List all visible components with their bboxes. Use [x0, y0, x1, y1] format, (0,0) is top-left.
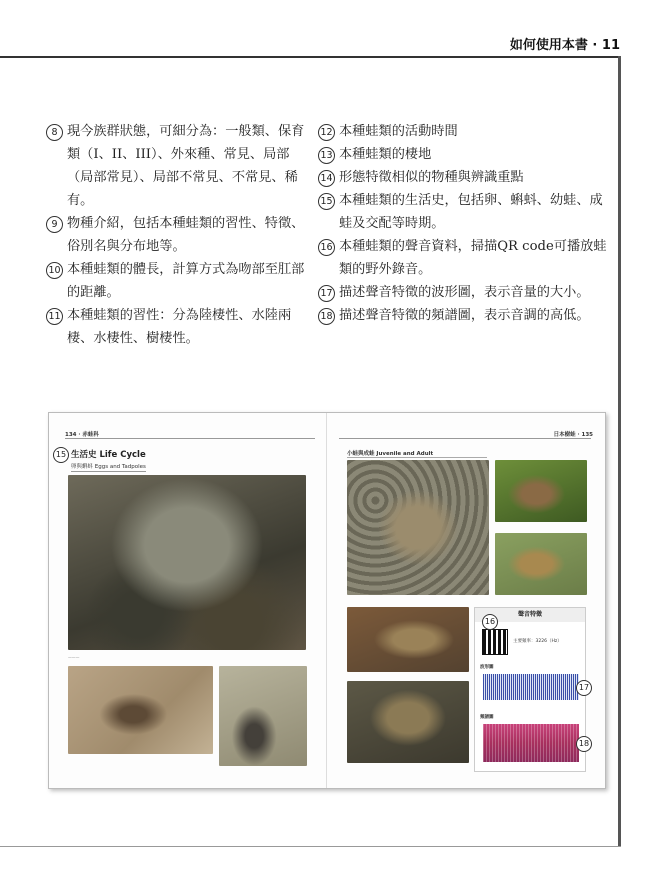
- legend-item: [318, 166, 610, 189]
- item-text: 描述聲音特徵的頻譜圖，表示音調的高低。: [339, 308, 590, 323]
- item-text: 本種蛙類的習性：分為陸棲性、水陸兩棲、水棲性、樹棲性。: [67, 308, 292, 346]
- spread-right-rule: [339, 438, 591, 439]
- marker-16: 16: [482, 614, 498, 630]
- book-spread-figure: [48, 412, 606, 789]
- item-number: 10: [46, 262, 63, 279]
- legend-item: [46, 212, 308, 258]
- eggs-tadpoles-label: 卵與蝌蚪 Eggs and Tadpoles: [71, 464, 146, 470]
- marker-18: 18: [576, 736, 592, 752]
- photo-juvenile-1: [495, 460, 587, 522]
- item-number: 14: [318, 170, 335, 187]
- spread-right-header: 日本樹蛙 · 135: [553, 432, 593, 438]
- photo-adult-2: [347, 681, 469, 763]
- item-text: 形態特徵相似的物種與辨識重點: [339, 170, 524, 185]
- bottom-rule: [0, 846, 621, 847]
- page-header-title: 如何使用本書 · 11: [509, 38, 620, 53]
- item-number: 16: [318, 239, 335, 256]
- item-number: 13: [318, 147, 335, 164]
- photo-tadpole-1: [68, 666, 213, 754]
- marker-17: 17: [576, 680, 592, 696]
- qr-code-icon: [483, 630, 507, 654]
- legend-item: [46, 258, 308, 304]
- legend-item: [318, 143, 610, 166]
- spread-gutter: [326, 413, 327, 788]
- legend-item: [318, 281, 610, 304]
- legend-item: [318, 189, 610, 235]
- legend-item: [46, 120, 308, 212]
- photo-eggs-frog: [68, 475, 306, 650]
- item-text: 本種蛙類的棲地: [339, 147, 432, 162]
- item-number: 9: [46, 216, 63, 233]
- spread-left-header: 134 · 赤蛙科: [65, 432, 99, 438]
- item-text: 本種蛙類的活動時間: [339, 124, 458, 139]
- page-edge-bar: [618, 56, 621, 846]
- spread-left-rule: [65, 438, 315, 439]
- spectrogram-graphic: [483, 724, 579, 762]
- item-text: 描述聲音特徵的波形圖，表示音量的大小。: [339, 285, 590, 300]
- legend-item: [318, 235, 610, 281]
- item-number: 8: [46, 124, 63, 141]
- sound-title: 聲音特徵: [475, 608, 585, 622]
- legend-item: [318, 304, 610, 327]
- waveform-graphic: [483, 674, 579, 700]
- header-rule: [0, 56, 618, 58]
- life-cycle-title: 生活史 Life Cycle: [71, 450, 146, 460]
- caption: ———: [68, 654, 80, 659]
- item-text: 本種蛙類的體長，計算方式為吻部至肛部的距離。: [67, 262, 305, 300]
- legend-item: [318, 120, 610, 143]
- item-text: 物種介紹，包括本種蛙類的習性、特徵、俗別名與分布地等。: [67, 216, 305, 254]
- photo-juvenile-2: [495, 533, 587, 595]
- juvenile-adult-label: 小蛙與成蛙 Juvenile and Adult: [347, 449, 487, 458]
- item-text: 現今族群狀態，可細分為：一般類、保育類（I、II、III）、外來種、常見、局部（局部常見）、局部不常見、不常見、稀有。: [67, 124, 305, 208]
- photo-adult-1: [347, 607, 469, 672]
- item-number: 12: [318, 124, 335, 141]
- legend-item: [46, 304, 308, 350]
- marker-15: 15: [53, 447, 69, 463]
- item-number: 18: [318, 308, 335, 325]
- item-text: 本種蛙類的生活史，包括卵、蝌蚪、幼蛙、成蛙及交配等時期。: [339, 193, 603, 231]
- photo-frog-rocks: [347, 460, 489, 595]
- photo-tadpole-2: [219, 666, 307, 766]
- main-frequency: 主要頻率：3226（Hz）: [513, 639, 562, 644]
- item-number: 11: [46, 308, 63, 325]
- item-number: 15: [318, 193, 335, 210]
- legend-column-left: [46, 120, 308, 350]
- legend-column-right: [318, 120, 610, 327]
- item-number: 17: [318, 285, 335, 302]
- spectrogram-label: 頻譜圖: [480, 715, 494, 720]
- waveform-label: 波形圖: [480, 665, 494, 670]
- sound-panel: [474, 607, 586, 772]
- item-text: 本種蛙類的聲音資料，掃描QR code可播放蛙類的野外錄音。: [339, 239, 607, 277]
